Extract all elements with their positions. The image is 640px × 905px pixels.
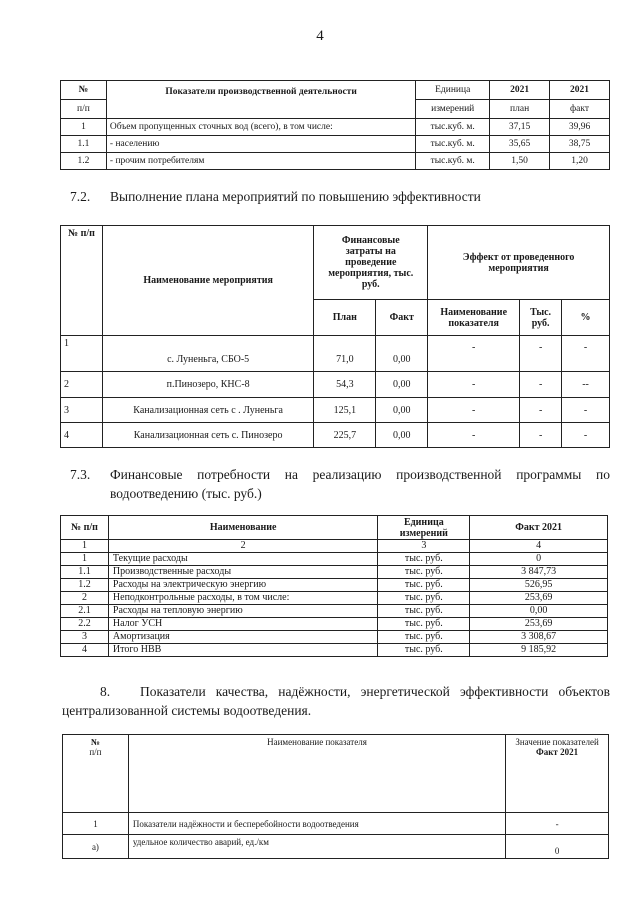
- row-unit: тыс. руб.: [378, 592, 470, 605]
- row-fact: 39,96: [550, 119, 610, 136]
- header-no: [63, 735, 129, 813]
- table-row: [61, 631, 608, 644]
- row-no: 4: [61, 644, 109, 657]
- table-row: [61, 372, 610, 398]
- table-row: [61, 605, 608, 618]
- section-number: 8.: [100, 684, 111, 699]
- row-name: Текущие расходы: [108, 553, 377, 566]
- section-title-line1: Показатели качества, надёжности, энергетической эффективности объектов: [140, 684, 610, 699]
- row-no: 2.2: [61, 618, 109, 631]
- header-no-pp: п/п: [89, 747, 102, 757]
- table-row: [61, 592, 608, 605]
- col-number: 3: [378, 540, 470, 553]
- table-row: [63, 813, 609, 835]
- header-fact-year: 2021: [550, 81, 610, 100]
- row-percent: -: [562, 398, 610, 423]
- table-row: [61, 618, 608, 631]
- row-no: 1: [61, 336, 103, 372]
- table-row: [61, 136, 610, 153]
- col-number: 4: [470, 540, 608, 553]
- row-no: 1.2: [61, 579, 109, 592]
- row-no: 4: [61, 423, 103, 448]
- section-8-heading: [100, 682, 610, 701]
- quality-indicators-table: [62, 734, 609, 859]
- row-unit: тыс. руб.: [378, 553, 470, 566]
- row-indicator: -: [428, 372, 520, 398]
- header-no-pp: п/п: [61, 100, 107, 119]
- row-fact: 1,20: [550, 153, 610, 170]
- header-percent: %: [562, 300, 610, 336]
- row-no: 1.2: [61, 153, 107, 170]
- section-number: 7.2.: [70, 189, 91, 204]
- header-no: № п/п: [61, 516, 109, 540]
- row-plan: 71,0: [314, 336, 376, 372]
- table-header-row: [61, 516, 608, 540]
- row-name: Канализационная сеть с . Луненьга: [102, 398, 313, 423]
- row-unit: тыс. руб.: [378, 644, 470, 657]
- row-no: 2: [61, 372, 103, 398]
- section-title-line2: централизованной системы водоотведения.: [62, 703, 312, 718]
- row-name: Налог УСН: [108, 618, 377, 631]
- production-indicators-table: [60, 80, 610, 170]
- row-value: 0: [506, 835, 609, 859]
- row-name: с. Луненьга, СБО-5: [102, 336, 313, 372]
- header-plan-year: 2021: [490, 81, 550, 100]
- header-fact: Факт 2021: [470, 516, 608, 540]
- header-name: Наименование мероприятия: [102, 226, 313, 336]
- table-row: [61, 579, 608, 592]
- table-row: [61, 553, 608, 566]
- row-name: Неподконтрольные расходы, в том числе:: [108, 592, 377, 605]
- header-fact-label: факт: [550, 100, 610, 119]
- row-no: 2.1: [61, 605, 109, 618]
- section-title: Выполнение плана мероприятий по повышению эффективности: [110, 189, 481, 204]
- row-plan: 37,15: [490, 119, 550, 136]
- header-no-sign: №: [90, 737, 100, 747]
- table-row: [61, 566, 608, 579]
- header-costs: Финансовые затраты на проведение мероприятия, тыс. руб.: [314, 226, 428, 300]
- efficiency-measures-table: [60, 225, 610, 448]
- header-unit-2: измерений: [416, 100, 490, 119]
- row-value: 253,69: [470, 618, 608, 631]
- row-rub: -: [520, 398, 562, 423]
- table-header-row: [63, 735, 609, 813]
- row-name: Канализационная сеть с. Пинозеро: [102, 423, 313, 448]
- row-name: Производственные расходы: [108, 566, 377, 579]
- row-rub: -: [520, 423, 562, 448]
- header-value-line2: Факт 2021: [536, 747, 579, 757]
- section-7-2-heading: [70, 187, 481, 206]
- section-7-3-heading: [70, 465, 610, 503]
- header-indicator: Показатели производственной деятельности: [106, 81, 415, 119]
- table-row: [61, 336, 610, 372]
- row-no: 1.1: [61, 566, 109, 579]
- header-plan-label: план: [490, 100, 550, 119]
- col-number: 1: [61, 540, 109, 553]
- header-effect: Эффект от проведенного мероприятия: [428, 226, 610, 300]
- row-fact: 0,00: [376, 336, 428, 372]
- row-name: Объем пропущенных сточных вод (всего), в том числе:: [106, 119, 415, 136]
- row-unit: тыс. руб.: [378, 605, 470, 618]
- row-plan: 125,1: [314, 398, 376, 423]
- table-header-row: [61, 226, 610, 300]
- row-rub: -: [520, 372, 562, 398]
- column-numbers-row: [61, 540, 608, 553]
- row-name: Расходы на электрическую энергию: [108, 579, 377, 592]
- col-number: 2: [108, 540, 377, 553]
- page-number: 4: [316, 28, 324, 44]
- row-plan: 35,65: [490, 136, 550, 153]
- section-title-line1: Финансовые потребности на реализацию производственной программы по: [110, 467, 610, 482]
- row-fact: 38,75: [550, 136, 610, 153]
- row-indicator: -: [428, 336, 520, 372]
- row-name: - населению: [106, 136, 415, 153]
- row-value: -: [506, 813, 609, 835]
- header-thousand-rub: Тыс. руб.: [520, 300, 562, 336]
- header-unit: Единица: [416, 81, 490, 100]
- section-title-line2: водоотведению (тыс. руб.): [110, 486, 262, 501]
- row-plan: 1,50: [490, 153, 550, 170]
- table-row: [61, 423, 610, 448]
- row-plan: 54,3: [314, 372, 376, 398]
- row-percent: -: [562, 423, 610, 448]
- row-fact: 0,00: [376, 423, 428, 448]
- header-name: Наименование: [108, 516, 377, 540]
- table-row: [61, 119, 610, 136]
- row-no: а): [63, 835, 129, 859]
- row-name: Расходы на тепловую энергию: [108, 605, 377, 618]
- row-unit: тыс. руб.: [378, 618, 470, 631]
- row-no: 1: [61, 119, 107, 136]
- table-row: [61, 398, 610, 423]
- financial-needs-table: [60, 515, 608, 657]
- row-unit: тыс.куб. м.: [416, 119, 490, 136]
- row-unit: тыс.куб. м.: [416, 136, 490, 153]
- row-no: 3: [61, 398, 103, 423]
- table-header-row: [61, 81, 610, 100]
- row-no: 1.1: [61, 136, 107, 153]
- row-indicator: -: [428, 398, 520, 423]
- row-name: Показатели надёжности и бесперебойности водоотведения: [128, 813, 505, 835]
- row-value: 0,00: [470, 605, 608, 618]
- table-row: [61, 153, 610, 170]
- header-value-line1: Значение показателей: [515, 737, 599, 747]
- row-rub: -: [520, 336, 562, 372]
- header-value: [506, 735, 609, 813]
- row-name: Итого НВВ: [108, 644, 377, 657]
- row-unit: тыс. руб.: [378, 566, 470, 579]
- header-indicator-name: Наименование показателя: [428, 300, 520, 336]
- table-row: [63, 835, 609, 859]
- row-no: 1: [61, 553, 109, 566]
- row-name: п.Пинозеро, КНС-8: [102, 372, 313, 398]
- row-name: удельное количество аварий, ед./км: [128, 835, 505, 859]
- row-value: 253,69: [470, 592, 608, 605]
- header-no: № п/п: [61, 226, 103, 336]
- table-row: [61, 644, 608, 657]
- row-value: 526,95: [470, 579, 608, 592]
- row-fact: 0,00: [376, 398, 428, 423]
- row-no: 1: [63, 813, 129, 835]
- row-value: 3 847,73: [470, 566, 608, 579]
- section-number: 7.3.: [70, 467, 91, 482]
- row-value: 9 185,92: [470, 644, 608, 657]
- row-name: - прочим потребителям: [106, 153, 415, 170]
- header-unit: Единица измерений: [378, 516, 470, 540]
- row-percent: --: [562, 372, 610, 398]
- row-percent: -: [562, 336, 610, 372]
- header-no: №: [61, 81, 107, 100]
- row-plan: 225,7: [314, 423, 376, 448]
- header-fact: Факт: [376, 300, 428, 336]
- row-unit: тыс.куб. м.: [416, 153, 490, 170]
- row-value: 0: [470, 553, 608, 566]
- row-name: Амортизация: [108, 631, 377, 644]
- row-no: 3: [61, 631, 109, 644]
- row-value: 3 308,67: [470, 631, 608, 644]
- row-unit: тыс. руб.: [378, 631, 470, 644]
- row-indicator: -: [428, 423, 520, 448]
- header-plan: План: [314, 300, 376, 336]
- row-unit: тыс. руб.: [378, 579, 470, 592]
- header-name: Наименование показателя: [128, 735, 505, 813]
- row-fact: 0,00: [376, 372, 428, 398]
- row-no: 2: [61, 592, 109, 605]
